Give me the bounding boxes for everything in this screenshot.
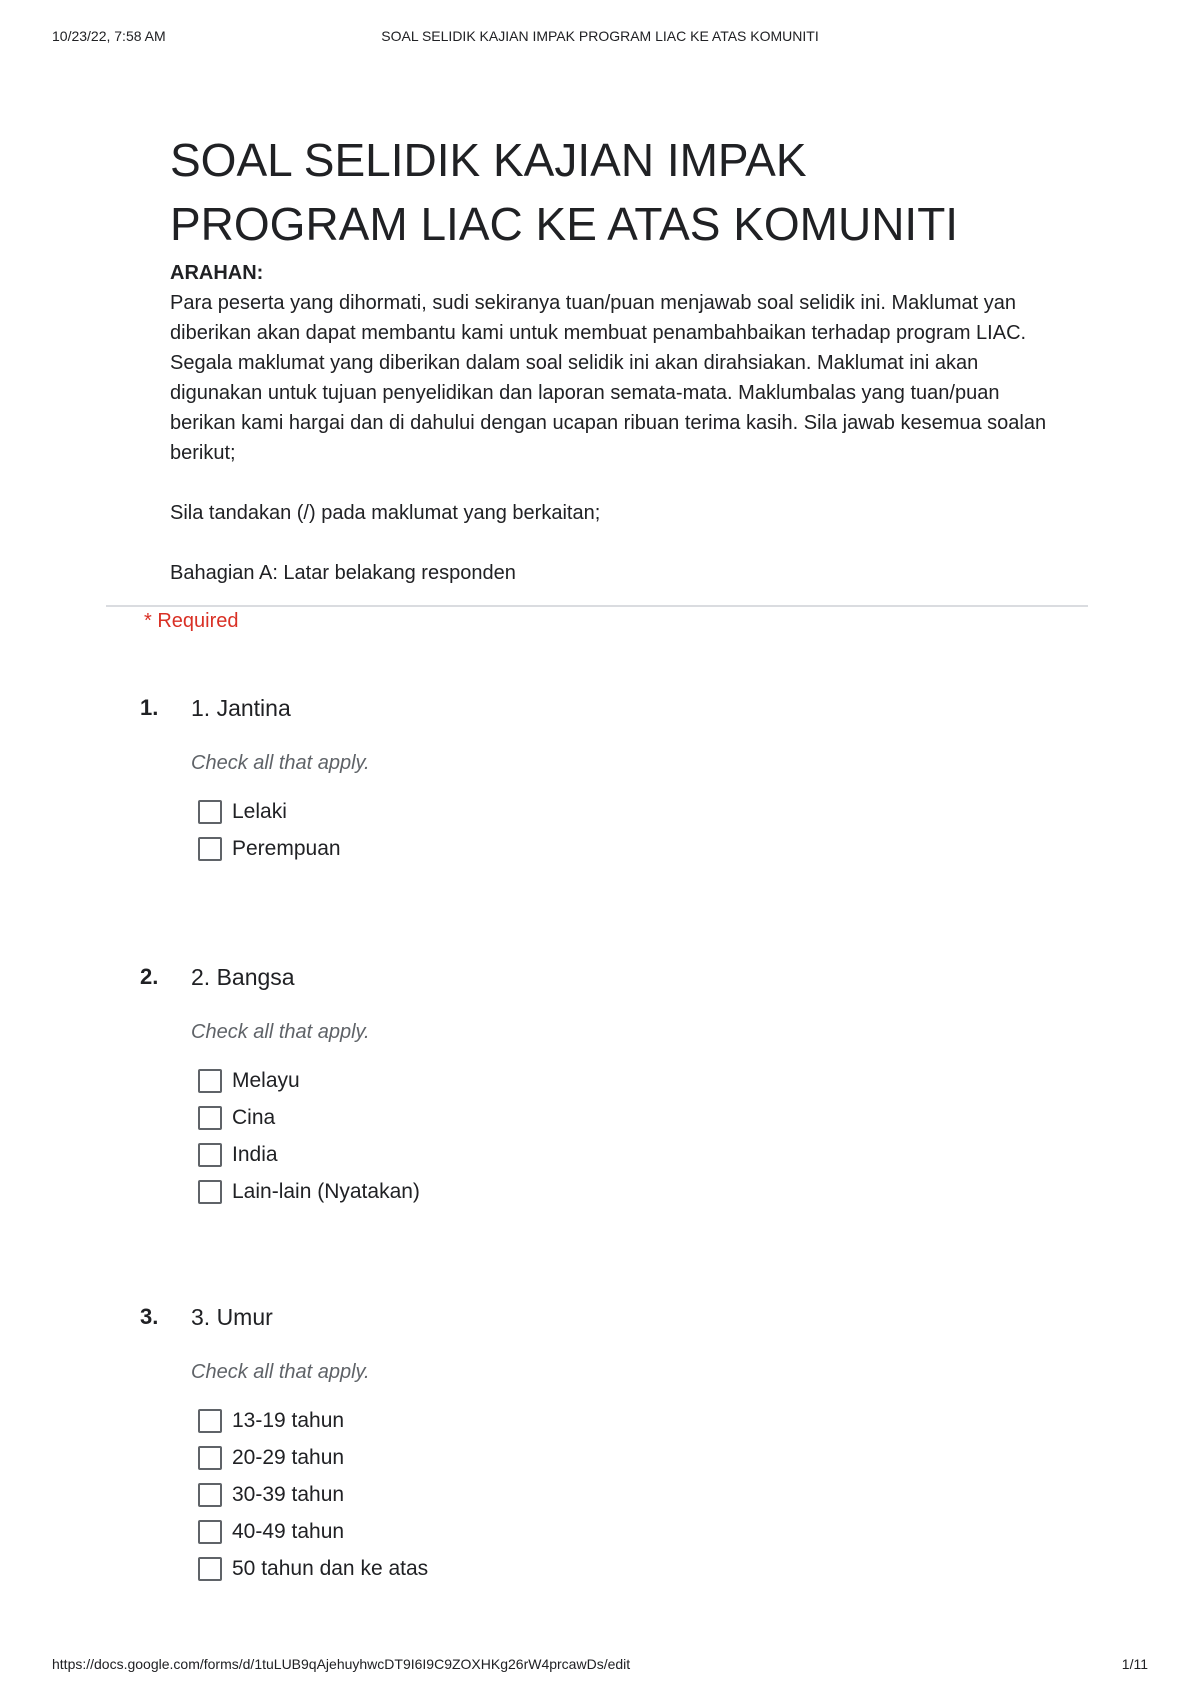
description-instruction: Sila tandakan (/) pada maklumat yang berkaitan; xyxy=(170,502,601,524)
form-title-line1: SOAL SELIDIK KAJIAN IMPAK xyxy=(170,134,807,186)
option-label: Lelaki xyxy=(232,799,287,823)
options-list xyxy=(198,1062,420,1210)
description-paragraph: Para peserta yang dihormati, sudi sekiranya tuan/puan menjawab soal selidik ini. Maklumat yan diberikan akan dapat membantu kami untuk membuat penambahbaikan terhadap program LIAC. Segala maklumat yang diberikan dalam soal selidik ini akan dirahsiakan. Maklumat ini akan digunakan untuk tujuan penyelidikan dan laporan semata-mata. Maklumbalas yang tuan/puan berikan kami hargai dan di dahului dengan ucapan ribuan terima kasih. Sila jawab kesemua soalan berikut; xyxy=(170,292,1047,464)
form-description xyxy=(170,258,1070,588)
checkbox-icon[interactable] xyxy=(198,1446,222,1470)
option-40-49[interactable] xyxy=(198,1513,428,1550)
option-20-29[interactable] xyxy=(198,1439,428,1476)
option-label: Perempuan xyxy=(232,836,341,860)
question-hint: Check all that apply. xyxy=(191,1361,370,1383)
checkbox-icon[interactable] xyxy=(198,1143,222,1167)
question-hint: Check all that apply. xyxy=(191,1021,370,1043)
option-30-39[interactable] xyxy=(198,1476,428,1513)
option-label: Lain-lain (Nyatakan) xyxy=(232,1179,420,1203)
options-list xyxy=(198,1402,428,1587)
print-datetime: 10/23/22, 7:58 AM xyxy=(52,28,166,44)
option-13-19[interactable] xyxy=(198,1402,428,1439)
section-label: Bahagian A: Latar belakang responden xyxy=(170,562,516,584)
question-hint: Check all that apply. xyxy=(191,752,370,774)
form-header xyxy=(170,128,1070,588)
checkbox-icon[interactable] xyxy=(198,800,222,824)
option-label: Cina xyxy=(232,1105,276,1129)
checkbox-icon[interactable] xyxy=(198,1520,222,1544)
print-url: https://docs.google.com/forms/d/1tuLUB9qAjehuyhwcDT9I6I9C9ZOXHKg26rW4prcawDs/edit xyxy=(52,1656,631,1672)
question-number: 3. xyxy=(140,1304,159,1329)
option-india[interactable] xyxy=(198,1136,420,1173)
question-number: 2. xyxy=(140,964,159,989)
options-list xyxy=(198,793,341,867)
checkbox-icon[interactable] xyxy=(198,1106,222,1130)
option-lain-lain[interactable] xyxy=(198,1173,420,1210)
form-title-line2: PROGRAM LIAC KE ATAS KOMUNITI xyxy=(170,198,959,250)
option-label: Melayu xyxy=(232,1068,300,1092)
question-title: 1. Jantina xyxy=(191,695,291,721)
option-melayu[interactable] xyxy=(198,1062,420,1099)
question-title: 3. Umur xyxy=(191,1304,273,1330)
question-title: 2. Bangsa xyxy=(191,964,295,990)
option-label: 30-39 tahun xyxy=(232,1482,345,1506)
option-50-ke-atas[interactable] xyxy=(198,1550,428,1587)
checkbox-icon[interactable] xyxy=(198,1557,222,1581)
description-heading: ARAHAN: xyxy=(170,262,264,284)
checkbox-icon[interactable] xyxy=(198,1180,222,1204)
option-label: 50 tahun dan ke atas xyxy=(232,1556,429,1580)
option-label: 13-19 tahun xyxy=(232,1408,345,1432)
checkbox-icon[interactable] xyxy=(198,1483,222,1507)
header-divider xyxy=(106,605,1088,607)
print-header xyxy=(52,28,1148,48)
form-title xyxy=(170,128,1070,256)
checkbox-icon[interactable] xyxy=(198,1069,222,1093)
page-number: 1/11 xyxy=(1121,1656,1148,1672)
option-label: 40-49 tahun xyxy=(232,1519,345,1543)
required-note: * Required xyxy=(144,610,239,632)
checkbox-icon[interactable] xyxy=(198,1409,222,1433)
checkbox-icon[interactable] xyxy=(198,837,222,861)
option-perempuan[interactable] xyxy=(198,830,341,867)
print-title: SOAL SELIDIK KAJIAN IMPAK PROGRAM LIAC KE ATAS KOMUNITI xyxy=(381,28,819,44)
print-footer xyxy=(52,1656,1148,1676)
question-number: 1. xyxy=(140,695,159,720)
option-lelaki[interactable] xyxy=(198,793,341,830)
option-label: 20-29 tahun xyxy=(232,1445,345,1469)
option-cina[interactable] xyxy=(198,1099,420,1136)
option-label: India xyxy=(232,1142,278,1166)
